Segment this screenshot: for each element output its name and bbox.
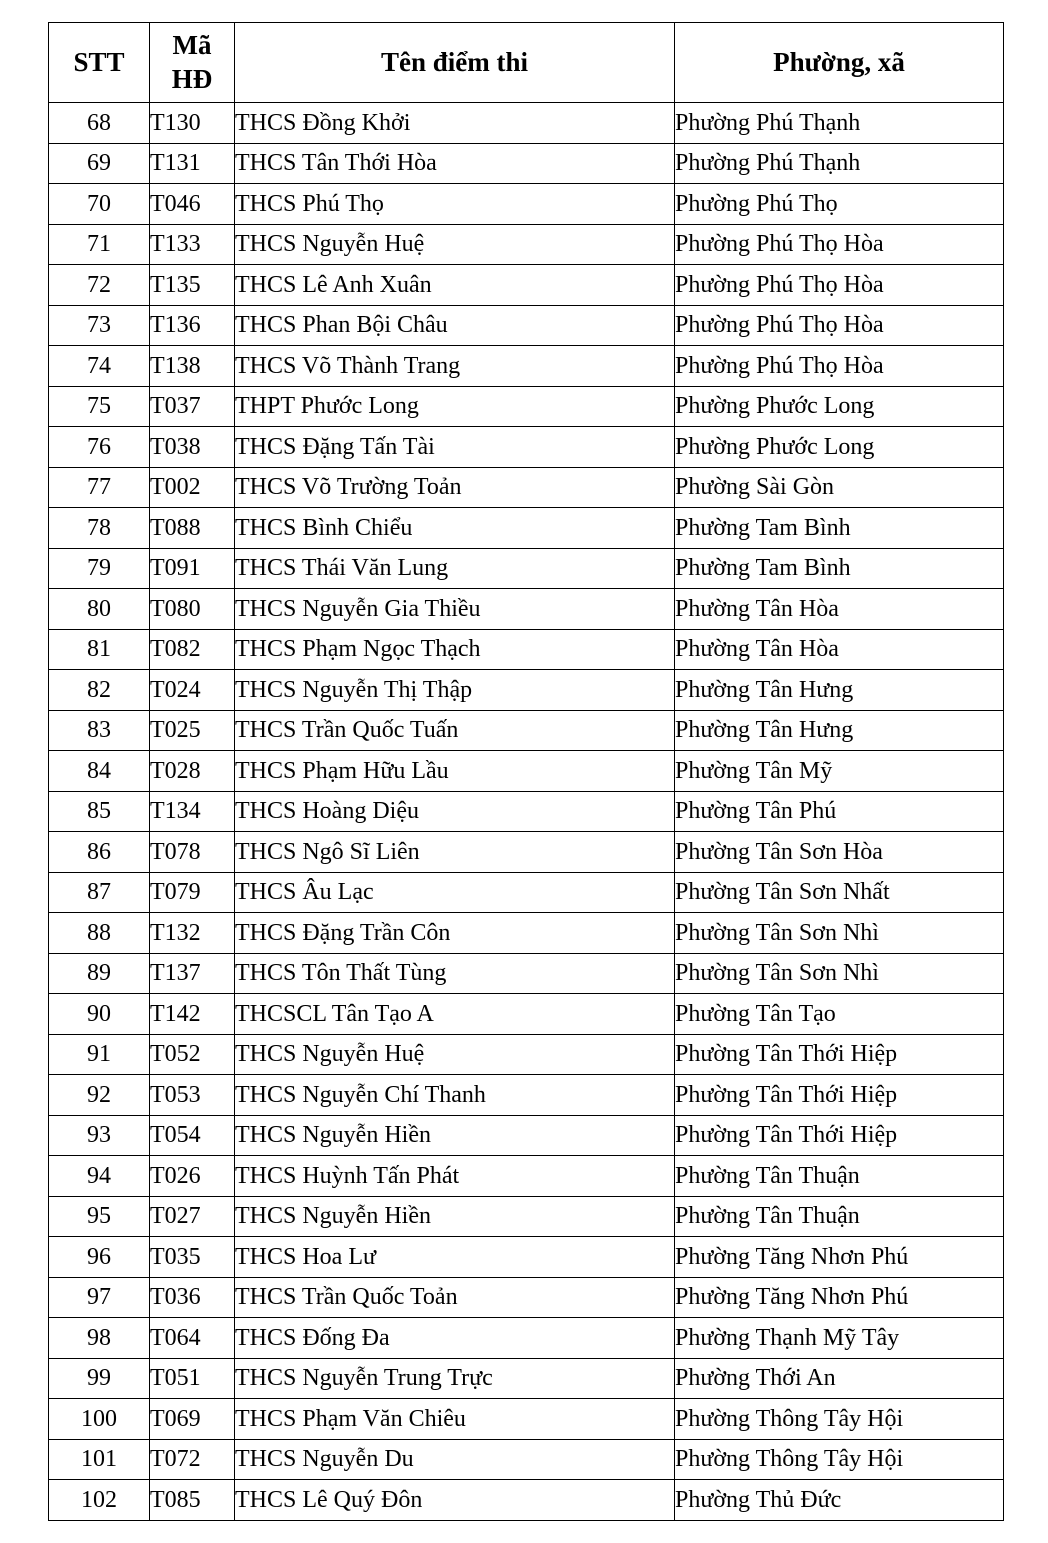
cell-stt: 78: [49, 508, 150, 549]
cell-ma-hd: T027: [150, 1196, 235, 1237]
cell-ma-hd: T046: [150, 184, 235, 225]
cell-ten-diem-thi: THCS Đặng Tấn Tài: [235, 427, 675, 468]
cell-phuong-xa: Phường Thới An: [675, 1358, 1004, 1399]
cell-phuong-xa: Phường Tân Thới Hiệp: [675, 1034, 1004, 1075]
cell-ten-diem-thi: THCS Phạm Hữu Lầu: [235, 751, 675, 792]
table-row: [49, 1115, 1004, 1156]
table-row: [49, 994, 1004, 1035]
cell-ten-diem-thi: THCS Phạm Văn Chiêu: [235, 1399, 675, 1440]
table-row: [49, 305, 1004, 346]
cell-ma-hd: T131: [150, 143, 235, 184]
table-row: [49, 508, 1004, 549]
table-row: [49, 548, 1004, 589]
cell-ten-diem-thi: THCS Nguyễn Thị Thập: [235, 670, 675, 711]
cell-ma-hd: T053: [150, 1075, 235, 1116]
cell-ten-diem-thi: THCS Nguyễn Du: [235, 1439, 675, 1480]
cell-ten-diem-thi: THCS Nguyễn Huệ: [235, 1034, 675, 1075]
table-row: [49, 751, 1004, 792]
exam-sites-table: [48, 22, 1004, 1521]
header-ma-hd-line1: Mã: [172, 29, 212, 60]
cell-phuong-xa: Phường Tân Thuận: [675, 1156, 1004, 1197]
cell-ma-hd: T142: [150, 994, 235, 1035]
cell-ma-hd: T064: [150, 1318, 235, 1359]
table-row: [49, 467, 1004, 508]
header-row: [49, 23, 1004, 103]
cell-stt: 96: [49, 1237, 150, 1278]
cell-stt: 84: [49, 751, 150, 792]
cell-ma-hd: T091: [150, 548, 235, 589]
cell-phuong-xa: Phường Thông Tây Hội: [675, 1399, 1004, 1440]
table-row: [49, 184, 1004, 225]
cell-ten-diem-thi: THCS Tôn Thất Tùng: [235, 953, 675, 994]
cell-phuong-xa: Phường Phú Thọ Hòa: [675, 305, 1004, 346]
table-row: [49, 1196, 1004, 1237]
table-row: [49, 427, 1004, 468]
cell-ma-hd: T054: [150, 1115, 235, 1156]
cell-ma-hd: T002: [150, 467, 235, 508]
cell-ma-hd: T080: [150, 589, 235, 630]
cell-phuong-xa: Phường Tân Thới Hiệp: [675, 1115, 1004, 1156]
cell-stt: 76: [49, 427, 150, 468]
cell-phuong-xa: Phường Tân Sơn Nhì: [675, 953, 1004, 994]
cell-ma-hd: T037: [150, 386, 235, 427]
cell-stt: 72: [49, 265, 150, 306]
cell-stt: 88: [49, 913, 150, 954]
header-stt: STT: [49, 23, 150, 103]
cell-ten-diem-thi: THCS Đống Đa: [235, 1318, 675, 1359]
cell-ten-diem-thi: THCS Võ Trường Toản: [235, 467, 675, 508]
table-row: [49, 224, 1004, 265]
cell-phuong-xa: Phường Tân Phú: [675, 791, 1004, 832]
table-row: [49, 953, 1004, 994]
cell-ma-hd: T079: [150, 872, 235, 913]
cell-stt: 95: [49, 1196, 150, 1237]
cell-phuong-xa: Phường Thông Tây Hội: [675, 1439, 1004, 1480]
cell-stt: 81: [49, 629, 150, 670]
cell-phuong-xa: Phường Phước Long: [675, 427, 1004, 468]
table-row: [49, 346, 1004, 387]
cell-ten-diem-thi: THCS Lê Quý Đôn: [235, 1480, 675, 1521]
cell-stt: 83: [49, 710, 150, 751]
cell-ten-diem-thi: THCS Huỳnh Tấn Phát: [235, 1156, 675, 1197]
cell-ma-hd: T078: [150, 832, 235, 873]
cell-stt: 85: [49, 791, 150, 832]
cell-phuong-xa: Phường Tân Tạo: [675, 994, 1004, 1035]
cell-ten-diem-thi: THCS Nguyễn Chí Thanh: [235, 1075, 675, 1116]
cell-phuong-xa: Phường Tân Thới Hiệp: [675, 1075, 1004, 1116]
cell-phuong-xa: Phường Sài Gòn: [675, 467, 1004, 508]
cell-stt: 100: [49, 1399, 150, 1440]
cell-ma-hd: T088: [150, 508, 235, 549]
cell-ten-diem-thi: THPT Phước Long: [235, 386, 675, 427]
cell-ma-hd: T024: [150, 670, 235, 711]
cell-phuong-xa: Phường Phú Thạnh: [675, 103, 1004, 144]
table-row: [49, 1034, 1004, 1075]
cell-stt: 92: [49, 1075, 150, 1116]
header-ma-hd: [150, 23, 235, 103]
cell-ten-diem-thi: THCS Âu Lạc: [235, 872, 675, 913]
cell-ten-diem-thi: THCS Nguyễn Hiền: [235, 1196, 675, 1237]
cell-stt: 70: [49, 184, 150, 225]
table-row: [49, 872, 1004, 913]
cell-phuong-xa: Phường Tân Sơn Hòa: [675, 832, 1004, 873]
cell-phuong-xa: Phường Tân Sơn Nhì: [675, 913, 1004, 954]
cell-ten-diem-thi: THCS Tân Thới Hòa: [235, 143, 675, 184]
cell-ten-diem-thi: THCS Lê Anh Xuân: [235, 265, 675, 306]
table-row: [49, 1156, 1004, 1197]
cell-stt: 69: [49, 143, 150, 184]
cell-stt: 74: [49, 346, 150, 387]
cell-ma-hd: T132: [150, 913, 235, 954]
cell-phuong-xa: Phường Tam Bình: [675, 508, 1004, 549]
cell-phuong-xa: Phường Tân Hưng: [675, 670, 1004, 711]
table-row: [49, 1277, 1004, 1318]
cell-ten-diem-thi: THCS Hoàng Diệu: [235, 791, 675, 832]
table-body: [49, 103, 1004, 1521]
cell-ma-hd: T038: [150, 427, 235, 468]
cell-ten-diem-thi: THCS Phạm Ngọc Thạch: [235, 629, 675, 670]
cell-phuong-xa: Phường Tân Thuận: [675, 1196, 1004, 1237]
table-row: [49, 1075, 1004, 1116]
table-header: [49, 23, 1004, 103]
cell-ten-diem-thi: THCSCL Tân Tạo A: [235, 994, 675, 1035]
cell-phuong-xa: Phường Phước Long: [675, 386, 1004, 427]
cell-ma-hd: T069: [150, 1399, 235, 1440]
cell-phuong-xa: Phường Thạnh Mỹ Tây: [675, 1318, 1004, 1359]
cell-stt: 77: [49, 467, 150, 508]
cell-ma-hd: T036: [150, 1277, 235, 1318]
cell-phuong-xa: Phường Tân Hòa: [675, 589, 1004, 630]
cell-phuong-xa: Phường Tân Hưng: [675, 710, 1004, 751]
cell-ma-hd: T026: [150, 1156, 235, 1197]
cell-stt: 79: [49, 548, 150, 589]
cell-stt: 71: [49, 224, 150, 265]
table-row: [49, 589, 1004, 630]
cell-stt: 97: [49, 1277, 150, 1318]
cell-stt: 101: [49, 1439, 150, 1480]
cell-ma-hd: T136: [150, 305, 235, 346]
cell-ten-diem-thi: THCS Ngô Sĩ Liên: [235, 832, 675, 873]
table-row: [49, 1399, 1004, 1440]
cell-ma-hd: T130: [150, 103, 235, 144]
cell-ten-diem-thi: THCS Đồng Khởi: [235, 103, 675, 144]
table-row: [49, 710, 1004, 751]
cell-ten-diem-thi: THCS Nguyễn Hiền: [235, 1115, 675, 1156]
table-row: [49, 386, 1004, 427]
table-row: [49, 1237, 1004, 1278]
cell-ten-diem-thi: THCS Hoa Lư: [235, 1237, 675, 1278]
cell-stt: 86: [49, 832, 150, 873]
cell-phuong-xa: Phường Tăng Nhơn Phú: [675, 1277, 1004, 1318]
table-row: [49, 913, 1004, 954]
cell-ten-diem-thi: THCS Võ Thành Trang: [235, 346, 675, 387]
cell-ma-hd: T085: [150, 1480, 235, 1521]
cell-stt: 89: [49, 953, 150, 994]
cell-phuong-xa: Phường Phú Thọ Hòa: [675, 224, 1004, 265]
cell-phuong-xa: Phường Tân Hòa: [675, 629, 1004, 670]
cell-ma-hd: T138: [150, 346, 235, 387]
cell-ten-diem-thi: THCS Nguyễn Huệ: [235, 224, 675, 265]
table-row: [49, 629, 1004, 670]
table-row: [49, 791, 1004, 832]
cell-phuong-xa: Phường Phú Thọ Hòa: [675, 346, 1004, 387]
cell-stt: 94: [49, 1156, 150, 1197]
cell-ten-diem-thi: THCS Nguyễn Trung Trực: [235, 1358, 675, 1399]
cell-ten-diem-thi: THCS Phan Bội Châu: [235, 305, 675, 346]
cell-ma-hd: T137: [150, 953, 235, 994]
cell-stt: 90: [49, 994, 150, 1035]
cell-ma-hd: T035: [150, 1237, 235, 1278]
cell-ma-hd: T072: [150, 1439, 235, 1480]
table-row: [49, 1358, 1004, 1399]
header-ma-hd-line2: HĐ: [171, 63, 213, 94]
cell-ma-hd: T082: [150, 629, 235, 670]
cell-ten-diem-thi: THCS Bình Chiểu: [235, 508, 675, 549]
cell-ma-hd: T133: [150, 224, 235, 265]
cell-ten-diem-thi: THCS Phú Thọ: [235, 184, 675, 225]
cell-ten-diem-thi: THCS Trần Quốc Toản: [235, 1277, 675, 1318]
table-row: [49, 1439, 1004, 1480]
table-row: [49, 670, 1004, 711]
table-row: [49, 103, 1004, 144]
table-row: [49, 832, 1004, 873]
cell-phuong-xa: Phường Phú Thọ Hòa: [675, 265, 1004, 306]
cell-stt: 73: [49, 305, 150, 346]
cell-phuong-xa: Phường Tăng Nhơn Phú: [675, 1237, 1004, 1278]
cell-stt: 87: [49, 872, 150, 913]
cell-ten-diem-thi: THCS Đặng Trần Côn: [235, 913, 675, 954]
table-row: [49, 1318, 1004, 1359]
table-row: [49, 1480, 1004, 1521]
cell-stt: 91: [49, 1034, 150, 1075]
cell-ten-diem-thi: THCS Nguyễn Gia Thiều: [235, 589, 675, 630]
table-row: [49, 143, 1004, 184]
cell-phuong-xa: Phường Thủ Đức: [675, 1480, 1004, 1521]
cell-stt: 68: [49, 103, 150, 144]
cell-ma-hd: T025: [150, 710, 235, 751]
cell-stt: 98: [49, 1318, 150, 1359]
cell-phuong-xa: Phường Phú Thạnh: [675, 143, 1004, 184]
cell-phuong-xa: Phường Tam Bình: [675, 548, 1004, 589]
table-row: [49, 265, 1004, 306]
header-ten-diem-thi: Tên điểm thi: [235, 23, 675, 103]
header-phuong-xa: Phường, xã: [675, 23, 1004, 103]
cell-stt: 75: [49, 386, 150, 427]
cell-phuong-xa: Phường Tân Sơn Nhất: [675, 872, 1004, 913]
cell-ten-diem-thi: THCS Thái Văn Lung: [235, 548, 675, 589]
cell-ma-hd: T135: [150, 265, 235, 306]
cell-stt: 99: [49, 1358, 150, 1399]
cell-ma-hd: T028: [150, 751, 235, 792]
cell-ma-hd: T134: [150, 791, 235, 832]
cell-stt: 93: [49, 1115, 150, 1156]
cell-phuong-xa: Phường Phú Thọ: [675, 184, 1004, 225]
cell-stt: 102: [49, 1480, 150, 1521]
cell-stt: 80: [49, 589, 150, 630]
cell-ten-diem-thi: THCS Trần Quốc Tuấn: [235, 710, 675, 751]
cell-ma-hd: T051: [150, 1358, 235, 1399]
cell-stt: 82: [49, 670, 150, 711]
cell-ma-hd: T052: [150, 1034, 235, 1075]
cell-phuong-xa: Phường Tân Mỹ: [675, 751, 1004, 792]
